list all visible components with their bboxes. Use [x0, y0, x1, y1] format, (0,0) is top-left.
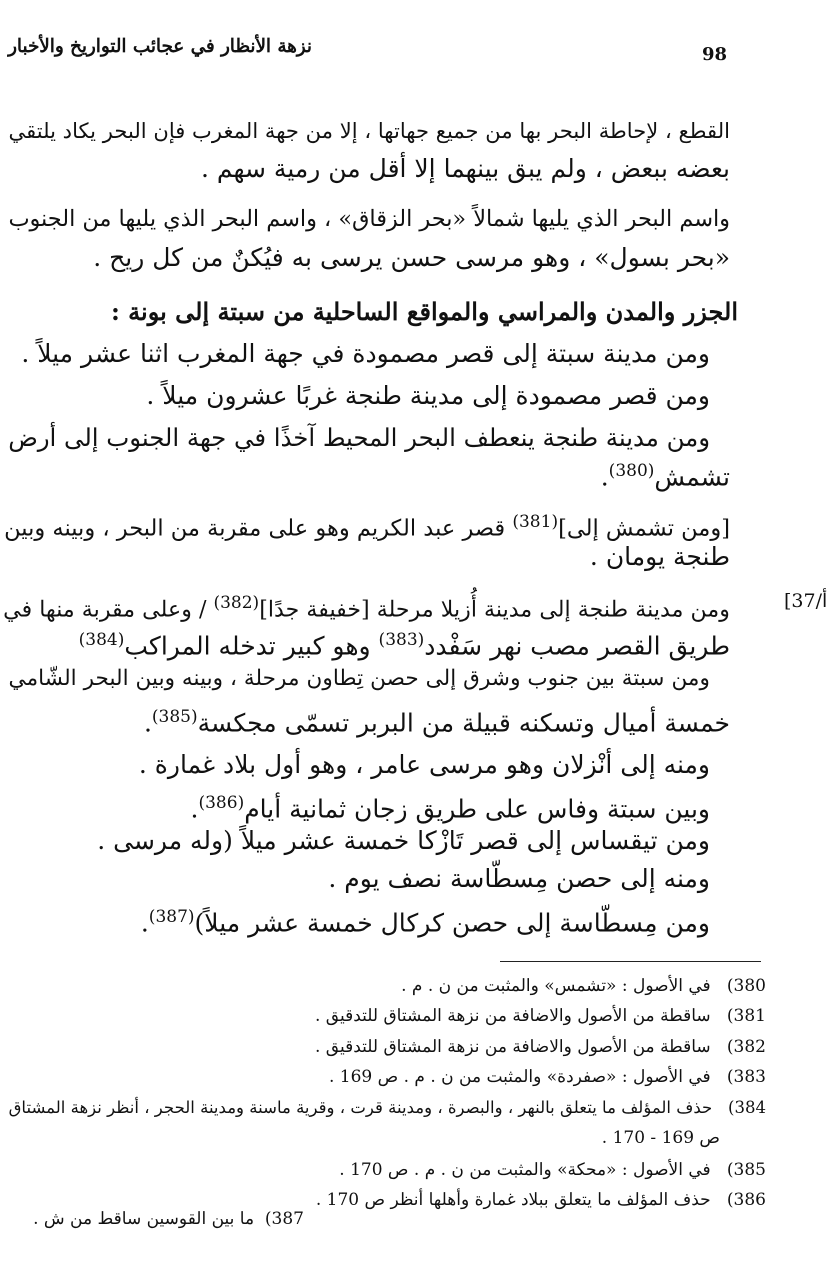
- page-number: 98: [702, 44, 728, 65]
- footnote-number: 387): [264, 1209, 304, 1229]
- footnote-text: ساقطة من الأصول والاضافة من نزهة المشتاق للتدقيق .: [314, 1006, 711, 1026]
- footnote: [315, 1037, 766, 1057]
- body-line: ومن سبتة بين جنوب وشرق إلى حصن تِطاون مرحلة ، وبينه وبين البحر الشّامي: [8, 666, 710, 691]
- footnote: [9, 1098, 766, 1117]
- footnote-ref: (380): [608, 461, 655, 481]
- line-text: / وعلى مقربة منها في: [3, 596, 207, 623]
- footnote-ref: (381): [512, 512, 559, 532]
- footnote-text: ساقطة من الأصول والاضافة من نزهة المشتاق للتدقيق .: [314, 1037, 711, 1057]
- body-line: [601, 454, 730, 494]
- footnote-number: 381): [726, 1006, 766, 1026]
- footnote-text: حذف المؤلف ما يتعلق ببلاد غمارة وأهلها أنظر ص 170 .: [315, 1190, 711, 1210]
- footnote: [316, 1190, 766, 1210]
- body-line: ومنه إلى أنْزلان وهو مرسى عامر ، وهو أول بلاد غمارة .: [138, 750, 710, 779]
- footnote-ref: (385): [151, 707, 198, 727]
- footnote-number: 380): [726, 976, 766, 996]
- footnote-separator: [500, 961, 761, 962]
- body-line: [3, 586, 730, 626]
- line-text: وبين سبتة وفاس على طريق زجان ثمانية أيام: [244, 794, 710, 824]
- line-end: .: [140, 908, 149, 938]
- body-line: [141, 900, 710, 940]
- line-text: ومن مِسطّاسة إلى حصن كركال خمسة عشر ميلاً): [194, 908, 710, 938]
- body-line: طنجة يومان .: [589, 542, 730, 571]
- line-text: تشمش: [654, 462, 730, 492]
- line-text: وهو كبير تدخله المراكب: [124, 631, 371, 661]
- section-heading: الجزر والمدن والمراسي والمواقع الساحلية من سبتة إلى بونة :: [110, 297, 738, 326]
- body-line: ومنه إلى حصن مِسطّاسة نصف يوم .: [328, 864, 710, 893]
- footnote-text: حذف المؤلف ما يتعلق بالنهر ، والبصرة ، ومدينة قرت ، وقرية ماسنة ومدينة الحجر ، أنظر نزهة المشتاق: [8, 1098, 713, 1117]
- line-text: ومن مدينة طنجة إلى مدينة أُزيلا مرحلة [خفيفة جدًا]: [259, 596, 730, 623]
- footnote: [329, 1067, 766, 1087]
- body-line: بعضه ببعض ، ولم يبق بينهما إلا أقل من رمية سهم .: [200, 154, 730, 183]
- body-line: ومن قصر مصمودة إلى مدينة طنجة غربًا عشرون ميلاً .: [146, 381, 710, 410]
- body-line: [191, 786, 710, 826]
- footnote: [33, 1209, 304, 1229]
- line-end: .: [143, 708, 152, 738]
- footnote-text: ما بين القوسين ساقط من ش .: [33, 1209, 255, 1229]
- footnote-number: 386): [726, 1190, 766, 1210]
- footnote-number: 383): [726, 1067, 766, 1087]
- footnote-ref: (387): [148, 907, 195, 927]
- footnote-number: 382): [726, 1037, 766, 1057]
- body-line: واسم البحر الذي يليها شمالاً «بحر الزقاق» ، واسم البحر الذي يليها من الجنوب: [8, 206, 730, 232]
- footnote-ref: (382): [213, 593, 260, 613]
- footnote-continuation: ص 169 - 170 .: [601, 1128, 720, 1148]
- line-end: .: [600, 462, 609, 492]
- footnote-number: 384): [728, 1098, 766, 1117]
- running-header-title: نزهة الأنظار في عجائب التواريخ والأخبار: [8, 36, 312, 57]
- footnote: [339, 1160, 766, 1180]
- body-line: ومن تيقساس إلى قصر تَازْكا خمسة عشر ميلاً (وله مرسى .: [97, 826, 710, 855]
- margin-note: [37/أ: [784, 590, 828, 612]
- line-text: طريق القصر مصب نهر سَفْدد: [424, 631, 730, 661]
- body-line: ومن مدينة سبتة إلى قصر مصمودة في جهة المغرب اثنا عشر ميلاً .: [21, 339, 710, 368]
- footnote: [401, 976, 766, 996]
- footnote: [315, 1006, 766, 1026]
- line-text: قصر عبد الكريم وهو على مقربة من البحر ، وبينه وبين: [4, 515, 506, 542]
- footnote-number: 385): [726, 1160, 766, 1180]
- body-line: [144, 700, 730, 740]
- line-text: خمسة أميال وتسكنه قبيلة من البربر تسمّى مجكسة: [197, 708, 730, 738]
- footnote-text: في الأصول : «محكة» والمثبت من ن . م . ص 170 .: [339, 1160, 711, 1180]
- body-line: القطع ، لإحاطة البحر بها من جميع جهاتها ، إلا من جهة المغرب فإن البحر يكاد يلتقي: [8, 118, 730, 143]
- body-line: ومن مدينة طنجة ينعطف البحر المحيط آخذًا في جهة الجنوب إلى أرض: [8, 423, 710, 452]
- footnote-ref: (384): [78, 630, 125, 650]
- footnote-ref: (386): [198, 793, 245, 813]
- footnote-text: في الأصول : «صفردة» والمثبت من ن . م . ص 169 .: [328, 1067, 711, 1087]
- line-text: [ومن تشمش إلى]: [558, 515, 730, 542]
- body-line: «بحر بسول» ، وهو مرسى حسن يرسى به فيُكنٌ من كل ريح .: [93, 243, 730, 272]
- footnote-ref: (383): [378, 630, 425, 650]
- footnote-text: في الأصول : «تشمس» والمثبت من ن . م .: [401, 976, 711, 996]
- line-end: .: [190, 794, 199, 824]
- body-line: [79, 623, 730, 663]
